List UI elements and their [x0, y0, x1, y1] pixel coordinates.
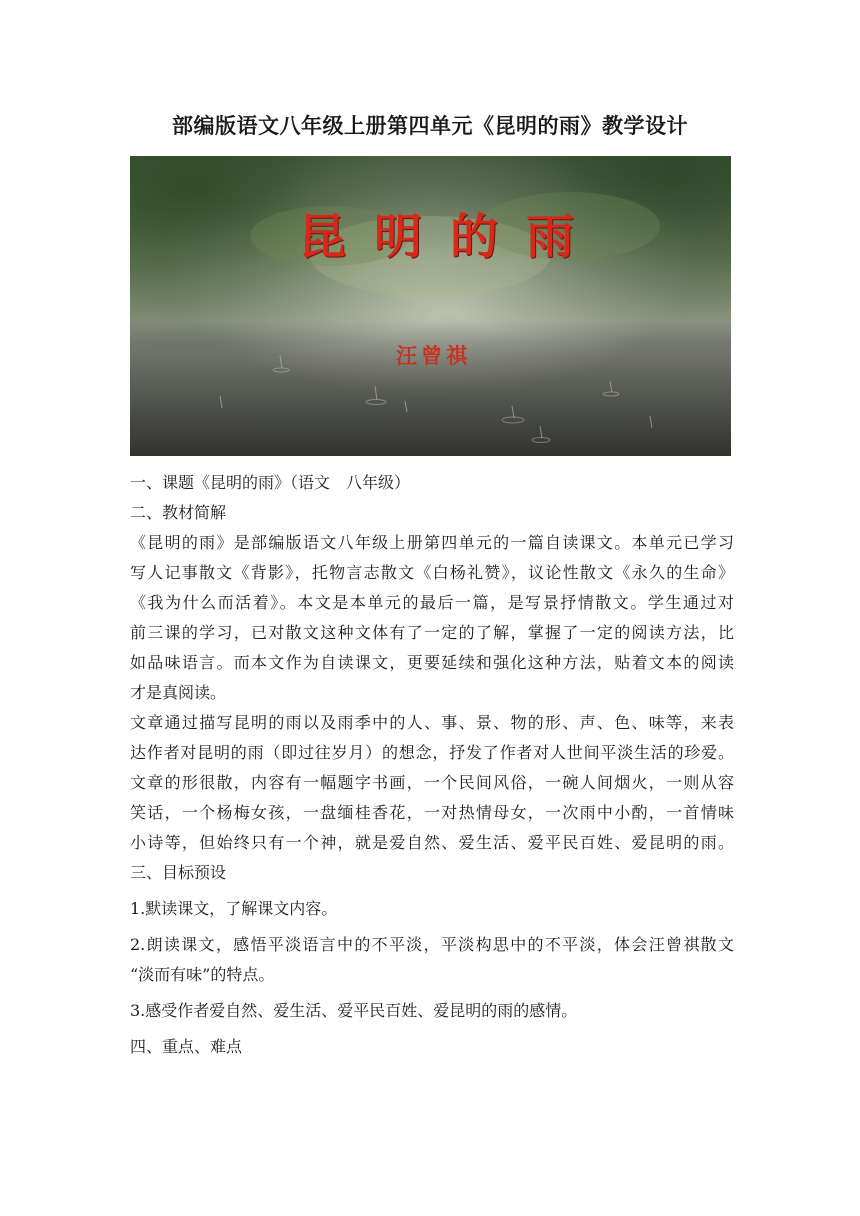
paragraph-line: 小诗等，但始终只有一个神，就是爱自然、爱生活、爱平民百姓、爱昆明的雨。 — [130, 833, 734, 852]
document-body — [130, 468, 734, 1062]
paragraph-textbook-intro — [130, 528, 734, 708]
goal-item-1: 1.默读课文，了解课文内容。 — [130, 899, 338, 918]
section-heading-3: 三、目标预设 — [130, 863, 227, 882]
cover-image — [130, 156, 731, 456]
goal-item-3: 3.感受作者爱自然、爱生活、爱平民百姓、爱昆明的雨的感情。 — [130, 1001, 578, 1020]
paragraph-line: 达作者对昆明的雨（即过往岁月）的想念，抒发了作者对人世间平淡生活的珍爱。 — [130, 743, 734, 762]
paragraph-line: 《我为什么而活着》。本文是本单元的最后一篇，是写景抒情散文。学生通过对 — [130, 593, 734, 612]
paragraph-line: 前三课的学习，已对散文这种文体有了一定的了解，掌握了一定的阅读方法，比 — [130, 623, 734, 642]
cover-title-text: 昆明的雨 — [297, 209, 602, 265]
goal-item-2-line: 2.朗读课文，感悟平淡语言中的不平淡，平淡构思中的不平淡，体会汪曾祺散文 — [130, 935, 734, 954]
paragraph-line: 才是真阅读。 — [130, 683, 227, 702]
paragraph-line: 文章的形很散，内容有一幅题字书画，一个民间风俗，一碗人间烟火，一则从容 — [130, 773, 734, 792]
section-heading-4: 四、重点、难点 — [130, 1037, 243, 1056]
paragraph-line: 文章通过描写昆明的雨以及雨季中的人、事、景、物的形、声、色、味等，来表 — [130, 713, 734, 732]
document-title: 部编版语文八年级上册第四单元《昆明的雨》教学设计 — [172, 113, 688, 138]
section-heading-2: 二、教材简解 — [130, 503, 227, 522]
cover-author-text: 汪曾祺 — [396, 344, 471, 368]
paragraph-line: 写人记事散文《背影》，托物言志散文《白杨礼赞》，议论性散文《永久的生命》 — [130, 563, 734, 582]
paragraph-line: 如品味语言。而本文作为自读课文，更要延续和强化这种方法，贴着文本的阅读 — [130, 653, 734, 672]
paragraph-line: 《昆明的雨》是部编版语文八年级上册第四单元的一篇自读课文。本单元已学习 — [130, 533, 734, 552]
paragraph-article-summary — [130, 708, 734, 858]
goal-item-2-line: “淡而有味”的特点。 — [130, 965, 275, 984]
section-heading-1: 一、课题《昆明的雨》（语文 八年级） — [130, 473, 411, 492]
paragraph-line: 笑话，一个杨梅女孩，一盘缅桂香花，一对热情母女，一次雨中小酌，一首情味 — [130, 803, 734, 822]
